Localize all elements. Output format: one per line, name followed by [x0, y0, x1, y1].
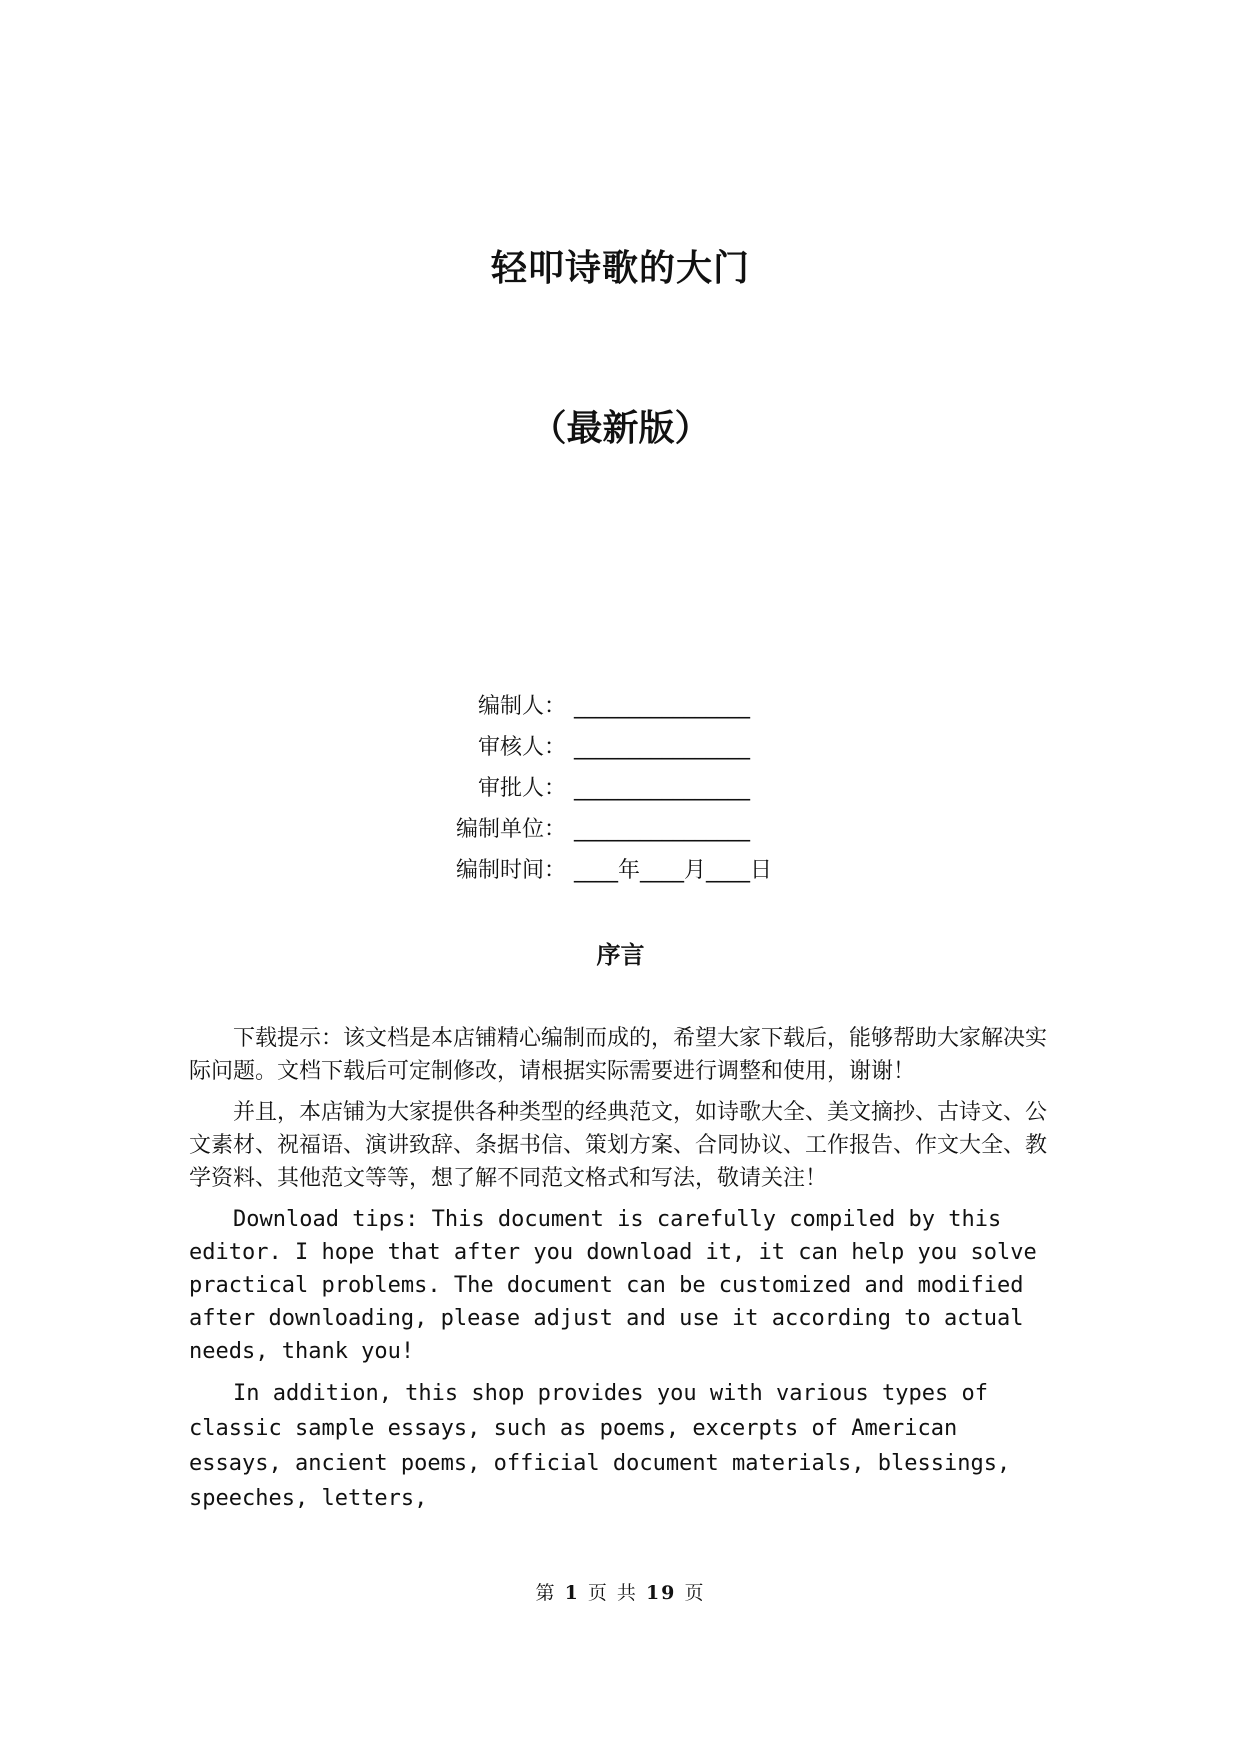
field-blank: ____年____月____日 — [574, 858, 773, 883]
field-blank: ________________ — [574, 776, 750, 801]
field-label: 编制人： — [477, 694, 566, 719]
preface-paragraph: 下载提示：该文档是本店铺精心编制而成的，希望大家下载后，能够帮助大家解决实际问题。文档下载后可定制修改，请根据实际需要进行调整和使用，谢谢！ — [189, 1026, 1048, 1084]
total-pages-number: 19 — [645, 1582, 677, 1604]
field-label: 编制单位： — [455, 817, 566, 842]
document-subtitle: （最新版） — [530, 408, 711, 449]
current-page-number: 1 — [564, 1582, 580, 1604]
preface-paragraph: 并且，本店铺为大家提供各种类型的经典范文，如诗歌大全、美文摘抄、古诗文、公文素材、祝福语、演讲致辞、条据书信、策划方案、合同协议、工作报告、作文大全、教学资料、其他范文等等，想了解不同范文格式和写法，敬请关注！ — [189, 1100, 1048, 1191]
field-compiler — [440, 686, 860, 727]
field-unit — [440, 809, 860, 850]
page-footer — [0, 1578, 1241, 1605]
field-reviewer — [440, 727, 860, 768]
preface-body — [189, 1022, 1059, 1524]
preface-paragraph: In addition, this shop provides you with various types of classic sample essays, such as poems, excerpts of American essays, ancient poems, official document materials, blessings, speeches, letters, — [189, 1381, 1011, 1511]
footer-prefix: 第 — [535, 1582, 557, 1604]
footer-suffix: 页 — [684, 1582, 706, 1604]
field-date — [440, 850, 860, 891]
preface-heading: 序言 — [596, 941, 645, 969]
field-blank: ________________ — [574, 817, 750, 842]
preface-paragraph: Download tips: This document is carefully compiled by this editor. I hope that after you download it, it can help you solve practical problems. The document can be customized and modified after downloading, please adjust and use it according to actual needs, thank you! — [189, 1207, 1037, 1364]
field-label: 审批人： — [477, 776, 566, 801]
field-label: 编制时间： — [455, 858, 566, 883]
document-title: 轻叩诗歌的大门 — [490, 248, 750, 289]
field-label: 审核人： — [477, 735, 566, 760]
field-blank: ________________ — [574, 694, 750, 719]
field-blank: ________________ — [574, 735, 750, 760]
field-approver — [440, 768, 860, 809]
footer-middle: 页 共 — [587, 1582, 638, 1604]
signature-fields — [440, 686, 860, 891]
